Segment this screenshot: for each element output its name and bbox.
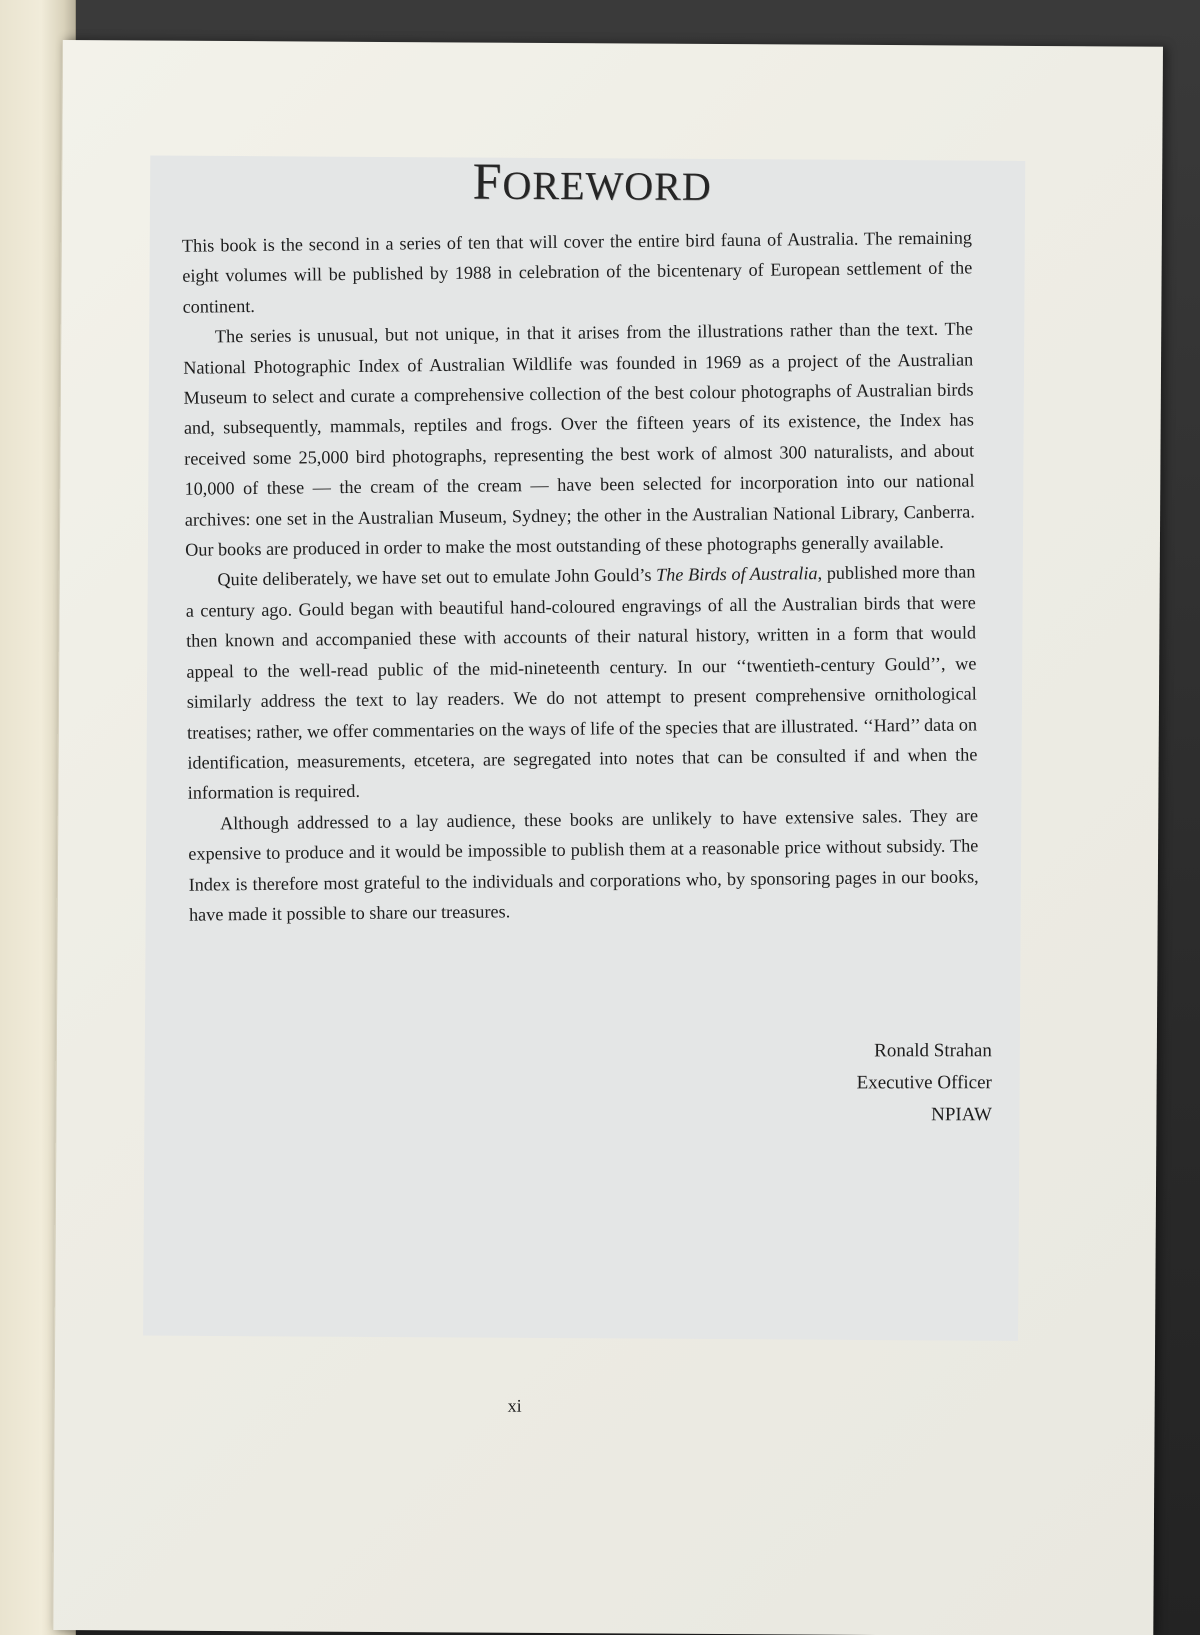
- signatory-organization: NPIAW: [930, 1104, 992, 1126]
- book-page: [52, 40, 1163, 1635]
- signatory-role: Executive Officer: [856, 1072, 992, 1094]
- paragraph-1: This book is the second in a series of ten that will cover the entire bird fauna of Australia. The remaining eight volumes will be published by 1988 in celebration of the bicentenary of European settlement of the continent.: [181, 227, 973, 317]
- foreword-body: [182, 222, 979, 930]
- signatory-name: Ronald Strahan: [873, 1040, 992, 1062]
- paragraph-3-lead: Quite deliberately, we have set out to emulate John Gould’s: [217, 565, 657, 590]
- title-rest: OREWORD: [502, 162, 712, 209]
- book-title-reference: The Birds of Australia: [656, 563, 818, 586]
- paragraph-4: Although addressed to a lay audience, these books are unlikely to have extensive sales. They are expensive to produce and it would be impossible to publish them at a reasonable price without subsidy. The Index is therefore most grateful to the individuals and corporations who, by sponsoring pages in our books, have made it possible to share our treasures.: [188, 805, 979, 925]
- page-title: [62, 150, 1122, 215]
- paragraph-2: The series is unusual, but not unique, in that it arises from the illustrations rather than the text. The National Photographic Index of Australian Wildlife was founded in 1969 as a project of the Australian Museum to select and curate a comprehensive collection of the best colour photographs of Australian birds and, subsequently, mammals, reptiles and frogs. Over the fifteen years of its existence, the Index has received some 25,000 bird photographs, representing the best work of almost 300 naturalists, and about 10,000 of these — the cream of the cream — have been selected for incorporation into our national archives: one set in the Australian Museum, Sydney; the other in the Australian National Library, Canberra. Our books are produced in order to make the most outstanding of these photographs generally available.: [183, 318, 975, 560]
- title-initial: F: [472, 153, 503, 211]
- paragraph-3: [185, 557, 978, 809]
- paragraph-3-rest: , published more than a century ago. Gould began with beautiful hand-coloured engravings of all the Australian birds that were then known and accompanied these with accounts of their natural history, written in a form that would appeal to the well-read public of the mid-nineteenth century. In our ‘‘twentieth-century Gould’’, we similarly address the text to lay readers. We do not attempt to present comprehensive ornithological treatises; rather, we offer commentaries on the ways of life of the species that are illustrated. ‘‘Hard’’ data on identification, measurements, etcetera, are segregated into notes that can be consulted if and when the information is required.: [185, 561, 978, 804]
- page-number: xi: [507, 1395, 522, 1416]
- signature-block: [856, 1035, 991, 1131]
